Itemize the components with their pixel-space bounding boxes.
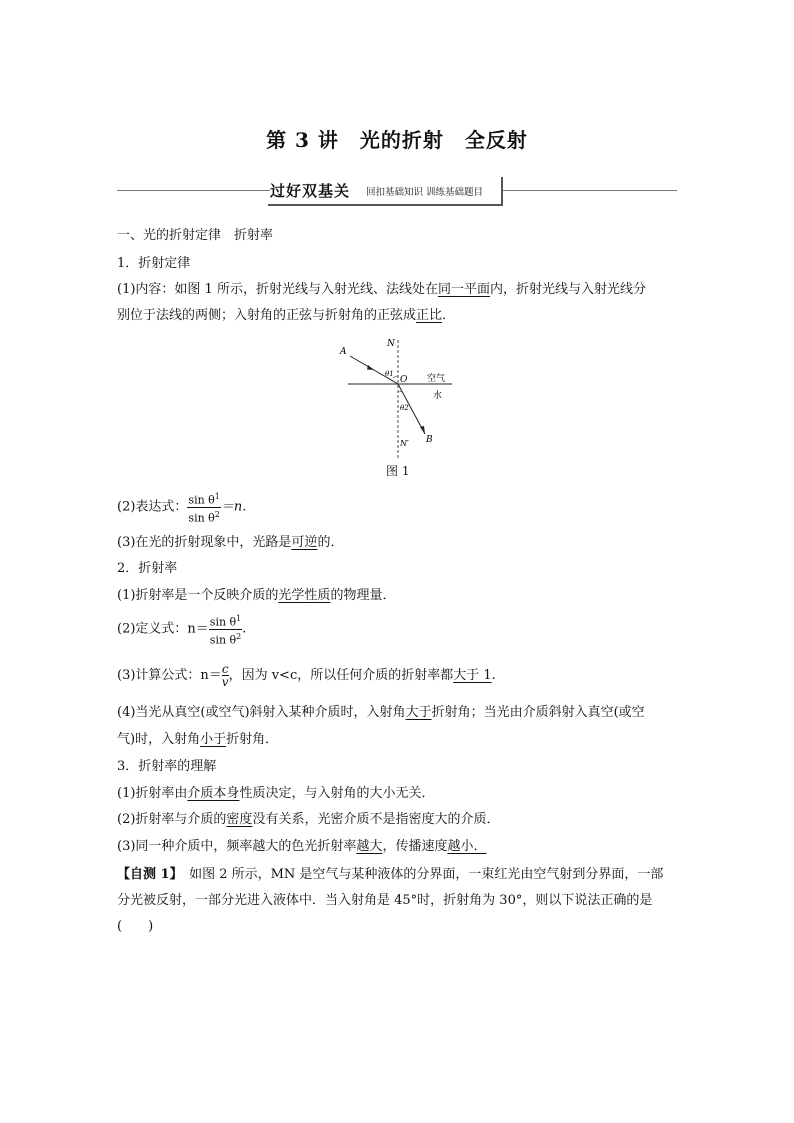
numerator: c <box>221 662 229 676</box>
fraction <box>187 490 220 524</box>
underlined-answer: 大于 1 <box>453 668 492 683</box>
text: 别位于法线的两侧；入射角的正弦与折射角的正弦成 <box>117 308 417 323</box>
text: 折射角． <box>226 732 279 747</box>
denominator: sin θ <box>188 511 215 525</box>
banner-main-text: 过好双基关 <box>270 182 351 200</box>
label-theta1: θ1 <box>385 370 394 378</box>
underlined-answer: 介质本身 <box>187 786 240 801</box>
text: 内，折射光线与入射光线分 <box>489 282 646 297</box>
underlined-answer: 同一平面 <box>437 282 490 297</box>
text: 的物理量． <box>330 588 396 603</box>
underlined-answer: 大于 <box>405 705 432 720</box>
underlined-answer: 可逆 <box>291 535 318 550</box>
subheading-understanding: 3．折射率的理解 <box>117 759 217 774</box>
text: (1)折射率是一个反映介质的 <box>117 588 279 603</box>
text: . <box>491 668 496 683</box>
index-line5 <box>117 731 278 749</box>
calculation-line <box>117 660 496 692</box>
expression-line <box>117 490 246 525</box>
text: 性质决定，与入射角的大小无关． <box>239 786 435 801</box>
text: 折射角；当光由介质斜射入真空(或空 <box>431 705 645 720</box>
numerator: sin θ <box>188 493 215 507</box>
label-A: A <box>340 347 347 357</box>
label-O: O <box>400 375 408 385</box>
label-N: N <box>387 339 395 349</box>
text: (2)折射率与介质的 <box>117 812 227 827</box>
text: . <box>242 621 247 637</box>
understanding-line3 <box>117 838 486 856</box>
fraction-c-over-v <box>222 663 229 688</box>
underlined-answer: 密度 <box>226 812 253 827</box>
paragraph-content-line1 <box>117 281 646 299</box>
underlined-answer: 正比 <box>416 308 443 323</box>
refracted-arrow <box>420 426 425 434</box>
paragraph-content-line2 <box>117 307 455 325</box>
understanding-line1 <box>117 785 434 803</box>
understanding-line2 <box>117 811 499 829</box>
reversible-line <box>117 534 343 552</box>
section-heading: 一、光的折射定律 折射率 <box>117 228 274 243</box>
text: 的． <box>317 535 344 550</box>
label-theta2: θ2 <box>400 404 409 412</box>
superscript: 2 <box>236 631 242 641</box>
banner-divider-left <box>117 190 270 191</box>
denominator: sin θ <box>209 633 237 647</box>
text: 气)时，入射角 <box>117 732 201 747</box>
text: ＝n. <box>220 499 247 515</box>
superscript: 2 <box>214 509 220 519</box>
superscript: 1 <box>214 492 220 501</box>
section-banner <box>268 177 503 206</box>
label-B: B <box>426 435 433 445</box>
text: (1)内容：如图 1 所示，折射光线与入射光线、法线处在 <box>117 282 438 297</box>
banner-sub-text: 回扣基础知识 训练基础题目 <box>366 186 484 198</box>
text: (3)在光的折射现象中，光路是 <box>117 535 292 550</box>
underlined-answer: 光学性质 <box>278 588 331 603</box>
text: ． <box>442 308 456 323</box>
page-title: 第 3 讲 光的折射 全反射 <box>266 128 528 152</box>
text: ，因为 v<c，所以任何介质的折射率都 <box>228 668 454 683</box>
index-line4 <box>117 704 645 722</box>
self-test-tag: 【自测 1】 <box>117 867 177 882</box>
text: 没有关系，光密介质不是指密度大的介质． <box>252 812 500 827</box>
text: ，传播速度 <box>382 839 448 854</box>
fraction <box>209 612 242 646</box>
theta1-arc <box>393 376 398 378</box>
subheading-refraction-law: 1．折射定律 <box>117 256 191 271</box>
label-water: 水 <box>433 391 443 401</box>
self-test-line1 <box>117 866 663 884</box>
figure-1-caption: 图 1 <box>386 464 410 478</box>
text: 如图 2 所示，MN 是空气与某种液体的分界面，一束红光由空气射到分界面，一部 <box>176 867 664 882</box>
incident-arrow <box>367 365 374 370</box>
index-line1 <box>117 587 395 605</box>
text: (3)计算公式：n＝ <box>117 668 222 683</box>
subheading-refractive-index: 2．折射率 <box>117 561 178 576</box>
underlined-answer: 越小． <box>447 839 487 854</box>
text: (4)当光从真空(或空气)斜射入某种介质时，入射角 <box>117 705 406 720</box>
text: (1)折射率由 <box>117 786 188 801</box>
label-N-prime: N′ <box>400 439 409 448</box>
superscript: 1 <box>236 614 242 623</box>
label-air: 空气 <box>427 374 446 384</box>
answer-blank: ( ) <box>117 919 154 934</box>
definition-line <box>117 612 246 647</box>
text: (3)同一种介质中，频率越大的色光折射率 <box>117 839 357 854</box>
numerator: sin θ <box>209 615 237 629</box>
self-test-line2: 分光被反射，一部分光进入液体中．当入射角是 45°时，折射角为 30°，则以下说法正确的是 <box>117 893 653 908</box>
underlined-answer: 越大 <box>356 839 383 854</box>
banner-divider-right <box>503 190 677 191</box>
denominator: v <box>221 675 229 689</box>
text: (2)表达式： <box>117 499 188 515</box>
theta2-arc <box>398 391 402 392</box>
underlined-answer: 小于 <box>200 732 227 747</box>
text: (2)定义式：n＝ <box>117 621 209 637</box>
